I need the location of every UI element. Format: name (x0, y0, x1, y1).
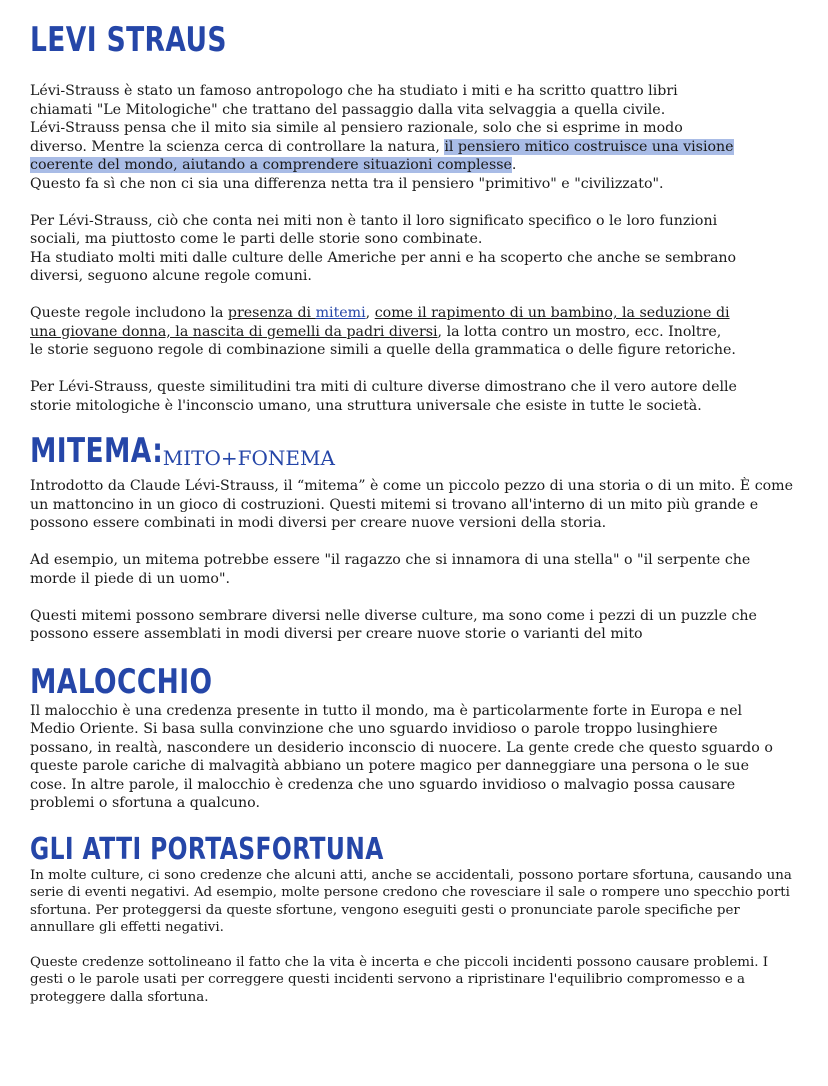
mitemi-link[interactable]: mitemi (315, 305, 366, 321)
mitema-paragraph-2: Ad esempio, un mitema potrebbe essere "il ragazzo che si innamora di una stella" o "il serpente che morde il piede di un uomo". (30, 552, 751, 587)
atti-paragraph-2: Queste credenze sottolineano il fatto che la vita è incerta e che piccoli incidenti possono causare problemi. I gesti o le parole usati per correggere questi incidenti servono a ripristinare l'equilibrio compromesso e a proteggere dalla sfortuna. (30, 954, 769, 1005)
heading-mitema: MITEMA: (30, 431, 164, 471)
atti-paragraph-1: In molte culture, ci sono credenze che alcuni atti, anche se accidentali, possono portare sfortuna, causando una serie di eventi negativi. Ad esempio, molte persone credono che rovesciare il sale o rompere uno specchio porti sfortuna. Per proteggersi da queste sfortune, vengono eseguiti gesti o pronunciate parole specifiche per annullare gli effetti negativi. (30, 867, 792, 935)
mitema-paragraph-1: Introdotto da Claude Lévi-Strauss, il “mitema” è come un piccolo pezzo di una storia o di un mito. È come un mattoncino in un gioco di costruzioni. Questi mitemi si trovano all'interno di un mito più grande e possono essere combinati in modi diversi per creare nuove versioni della storia. (30, 478, 794, 531)
levi-paragraph-3: Queste regole includono la presenza di mitemi, come il rapimento di un bambino, la seduzione di una giovane donna, la nascita di gemelli da padri diversi, la lotta contro un mostro, ecc. Inoltre, le storie seguono regole di combinazione simili a quelle della grammatica o delle figure retoriche. (30, 305, 736, 358)
levi-paragraph-4: Per Lévi-Strauss, queste similitudini tra miti di culture diverse dimostrano che il vero autore delle storie mitologiche è l'inconscio umano, una struttura universale che esiste in tutte le società. (30, 379, 737, 414)
document-page (30, 20, 810, 1006)
mitema-paragraph-3: Questi mitemi possono sembrare diversi nelle diverse culture, ma sono come i pezzi di un puzzle che possono essere assemblati in modi diversi per creare nuove storie o varianti del mito (30, 607, 757, 642)
underlined-examples: come il rapimento di un bambino, la seduzione di una giovane donna, la nascita di gemelli da padri diversi (30, 305, 730, 340)
heading-malocchio: MALOCCHIO (30, 661, 213, 702)
heading-mitema-subtitle: MITO+FONEMA (162, 445, 335, 470)
malocchio-paragraph: Il malocchio è una credenza presente in tutto il mondo, ma è particolarmente forte in Europa e nel Medio Oriente. Si basa sulla convinzione che uno sguardo invidioso o parole troppo lusinghiere possano, in realtà, nascondere un desiderio inconscio di nuocere. La gente crede che questo sguardo o queste parole cariche di malvagità abbiano un potere magico per danneggiare una persona o le sue cose. In altre parole, il malocchio è credenza che uno sguardo invidioso o malvagio possa causare problemi o sfortuna a qualcuno. (30, 702, 773, 811)
levi-paragraph-1: Lévi-Strauss è stato un famoso antropologo che ha studiato i miti e ha scritto quattro libri chiamati "Le Mitologiche" che trattano del passaggio dalla vita selvaggia a quella civile. Lévi-Strauss pensa che il mito sia simile al pensiero razionale, solo che si esprime in modo diverso. Mentre la scienza cerca di controllare la natura, il pensiero mitico costruisce una visione coerente del mondo, aiutando a comprendere situazioni complesse. Questo fa sì che non ci sia una differenza netta tra il pensiero "primitivo" e "civilizzato". (30, 83, 734, 192)
heading-atti-portasfortuna: GLI ATTI PORTASFORTUNA (30, 831, 384, 867)
heading-levi-strauss: LEVI STRAUS (30, 20, 227, 60)
heading-mitema-row (30, 431, 810, 471)
levi-paragraph-2: Per Lévi-Strauss, ciò che conta nei miti non è tanto il loro significato specifico o le loro funzioni sociali, ma piuttosto come le parti delle storie sono combinate. Ha studiato molti miti dalle culture delle Americhe per anni e ha scoperto che anche se sembrano diversi, seguono alcune regole comuni. (30, 212, 737, 284)
highlighted-text: il pensiero mitico costruisce una visione coerente del mondo, aiutando a comprendere situazioni complesse (30, 138, 734, 173)
